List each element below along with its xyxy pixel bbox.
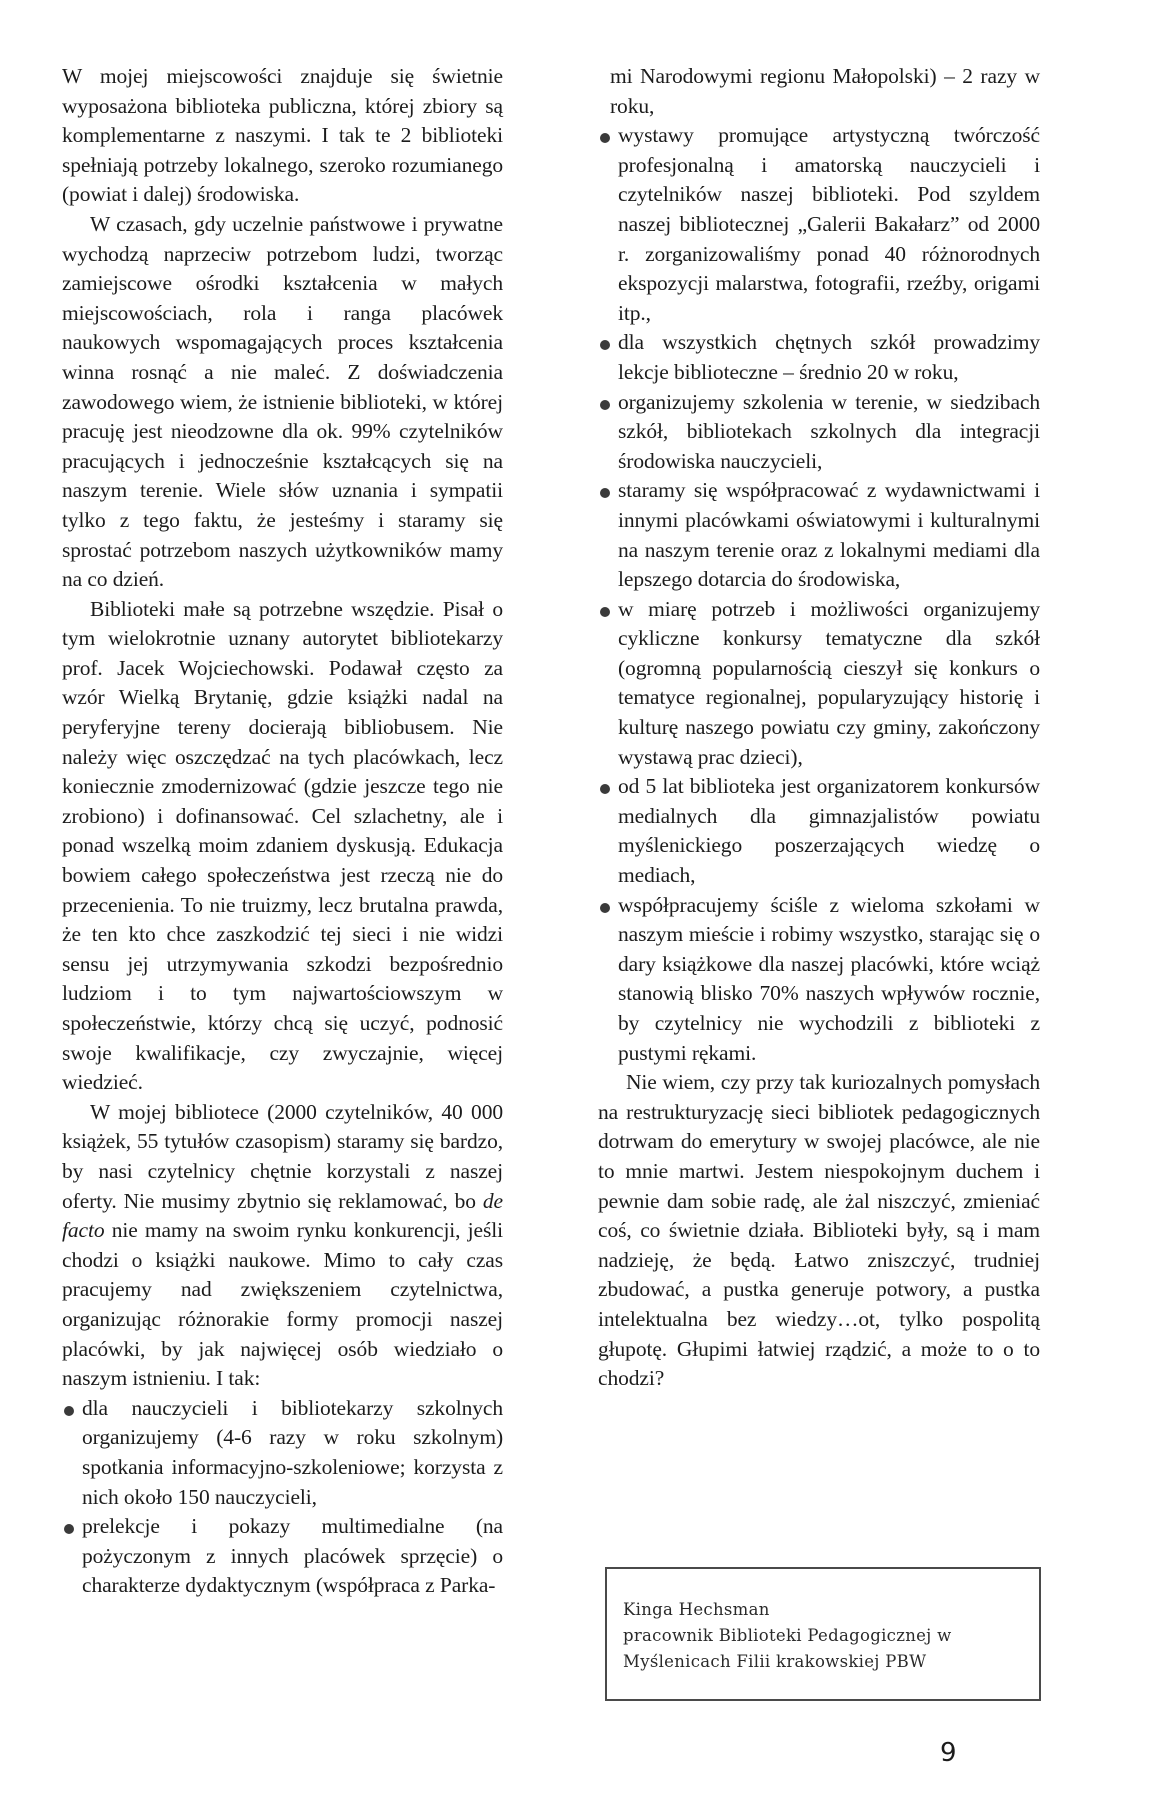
list-item xyxy=(62,1394,503,1512)
continued-list-item-text: mi Narodowymi regionu Małopolski) – 2 razy w roku, xyxy=(610,64,1040,118)
de-facto-italic: de facto xyxy=(62,1188,503,1243)
paragraph-closing: Nie wiem, czy przy tak kuriozalnych pomysłach na restrukturyzację sieci bibliotek pedagogicznych dotrwam do emerytury w swojej placówce, ale nie to mnie martwi. Jestem niespokojnym duchem i pewnie dam sobie radę, ale żal niszczyć, zmieniać coś, co świetnie działa. Biblioteki były, są i mam nadzieję, że będą. Łatwo zniszczyć, trudniej zbudować, a pustka generuje potwory, a pustka intelektualna bez wiedzy…ot, tylko pospolitą głupotę. Głupimi łatwiej rządzić, a może to o to chodzi? xyxy=(598,1070,1040,1391)
my-library-text-end: nie mamy na swoim rynku konkurencji, jeśli chodzi o książki naukowe. Mimo to cały czas pracujemy nad zwiększeniem czytelnictwa, organizując różnorakie formy promocji naszej placówki, by jak najwięcej osób wiedziało o naszym istnieniu. I tak: xyxy=(62,1218,503,1391)
list-item-text: prelekcje i pokazy multimedialne (na pożyczonym z innych placówek sprzęcie) o charakterze dydaktycznym (współpraca z Parka- xyxy=(82,1514,503,1598)
bullet-icon xyxy=(64,1524,74,1534)
list-item-text: od 5 lat biblioteka jest organizatorem konkursów medialnych dla gimnazjalistów powiatu myślenickiego poszerzających wiedzę o mediach, xyxy=(618,774,1040,888)
page-number: 9 xyxy=(940,1738,957,1768)
author-affiliation: pracownik Biblioteki Pedagogicznej w Myślenicach Filii krakowskiej PBW xyxy=(623,1626,952,1671)
list-item-text: organizujemy szkolenia w terenie, w siedzibach szkół, bibliotekach szkolnych dla integracji środowiska nauczycieli, xyxy=(618,389,1040,473)
list-item-text: w miarę potrzeb i możliwości organizujemy cykliczne konkursy tematyczne dla szkół (ogromną popularnością cieszył się konkurs o tematyce regionalnej, popularyzujący historię i kulturę naszego powiatu czy gminy, zakończony wystawą prac dzieci), xyxy=(618,596,1040,769)
paragraph-universities: W czasach, gdy uczelnie państwowe i prywatne wychodzą naprzeciw potrzebom ludzi, tworząc zamiejscowe ośrodki kształcenia w małych miejscowościach, rola i ranga placówek naukowych wspomagających proces kształcenia winna rosnąć a nie maleć. Z doświadczenia zawodowego wiem, że istnienie biblioteki, w której pracuję jest nieodzowne dla ok. 99% czytelników pracujących i jednocześnie kształcących się na naszym terenie. Wiele słów uznania i sympatii tylko z tego faktu, że jesteśmy i staramy się sprostać potrzebom naszych użytkowników mamy na co dzień. xyxy=(62,211,503,592)
list-item xyxy=(598,891,1040,1069)
list-item xyxy=(598,328,1040,387)
list-item xyxy=(598,476,1040,594)
paragraph-small-libraries: Biblioteki małe są potrzebne wszędzie. Pisał o tym wielokrotnie uznany autorytet bibliotekarzy prof. Jacek Wojciechowski. Podawał często za wzór Wielką Brytanię, gdzie książki nadal na peryferyjne tereny docierają bibliobusem. Nie należy więc oszczędzać na tych placówkach, lecz koniecznie zmodernizować (gdzie jeszcze tego nie zrobiono) i dofinansować. Cel szlachetny, ale i ponad wszelką moim zdaniem dyskusją. Edukacja bowiem całego społeczeństwa jest rzeczą nie do przecenienia. To nie truizmy, lecz brutalna prawda, że ten kto chce zaszkodzić tej sieci i nie widzi sensu jej utrzymywania szkodzi bezpośrednio ludziom i to tym najwartościowszym w społeczeństwie, którzy chcą się uczyć, podnosić swoje kwalifikacje, czy zwyczajnie, więcej wiedzieć. xyxy=(62,596,503,1095)
bullet-icon xyxy=(600,607,610,617)
bullet-icon xyxy=(600,488,610,498)
list-item xyxy=(598,121,1040,328)
list-item-text: dla wszystkich chętnych szkół prowadzimy lekcje biblioteczne – średnio 20 w roku, xyxy=(618,330,1040,384)
bullet-icon xyxy=(64,1406,74,1416)
list-item xyxy=(598,388,1040,477)
list-item-text: współpracujemy ściśle z wieloma szkołami w naszym mieście i robimy wszystko, starając się o dary książkowe dla naszej placówki, które wciąż stanowią blisko 70% naszych wpływów rocznie, by czytelnicy nie wychodzili z biblioteki z pustymi rękami. xyxy=(618,892,1040,1065)
paragraph-my-library xyxy=(62,1098,503,1394)
bullet-icon xyxy=(600,400,610,410)
activities-list-left xyxy=(62,1394,503,1601)
paragraph-intro: W mojej miejscowości znajduje się świetnie wyposażona biblioteka publiczna, której zbiory są komplementarne z naszymi. I tak te 2 biblioteki spełniają potrzeby lokalnego, szeroko rozumianego (powiat i dalej) środowiska. xyxy=(62,64,503,207)
bullet-icon xyxy=(600,340,610,350)
list-item-text: staramy się współpracować z wydawnictwami i innymi placówkami oświatowymi i kulturalnymi na naszym terenie oraz z lokalnymi mediami dla lepszego dotarcia do środowiska, xyxy=(618,478,1040,592)
list-item xyxy=(598,595,1040,773)
bullet-icon xyxy=(600,133,610,143)
author-box xyxy=(605,1567,1041,1701)
my-library-text-start: W mojej bibliotece (2000 czytelników, 40 000 książek, 55 tytułów czasopism) staramy się bardzo, by nasi czytelnicy chętnie korzystali z naszej oferty. Nie musimy zbytnio się reklamować, bo xyxy=(62,1099,503,1213)
author-name: Kinga Hechsman xyxy=(623,1600,770,1619)
list-item xyxy=(62,1512,503,1601)
list-item-text: wystawy promujące artystyczną twórczość profesjonalną i amatorską nauczycieli i czytelników naszej biblioteki. Pod szyldem naszej bibliotecznej „Galerii Bakałarz” od 2000 r. zorganizowaliśmy ponad 40 różnorodnych ekspozycji malarstwa, fotografii, rzeźby, origami itp., xyxy=(618,123,1040,325)
right-column xyxy=(598,62,1040,1394)
bullet-icon xyxy=(600,784,610,794)
left-column xyxy=(62,62,503,1601)
bullet-icon xyxy=(600,903,610,913)
activities-list-right xyxy=(598,121,1040,1068)
list-item-text: dla nauczycieli i bibliotekarzy szkolnych organizujemy (4-6 razy w roku szkolnym) spotkania informacyjno-szkoleniowe; korzysta z nich około 150 nauczycieli, xyxy=(82,1395,503,1509)
list-item xyxy=(598,772,1040,890)
